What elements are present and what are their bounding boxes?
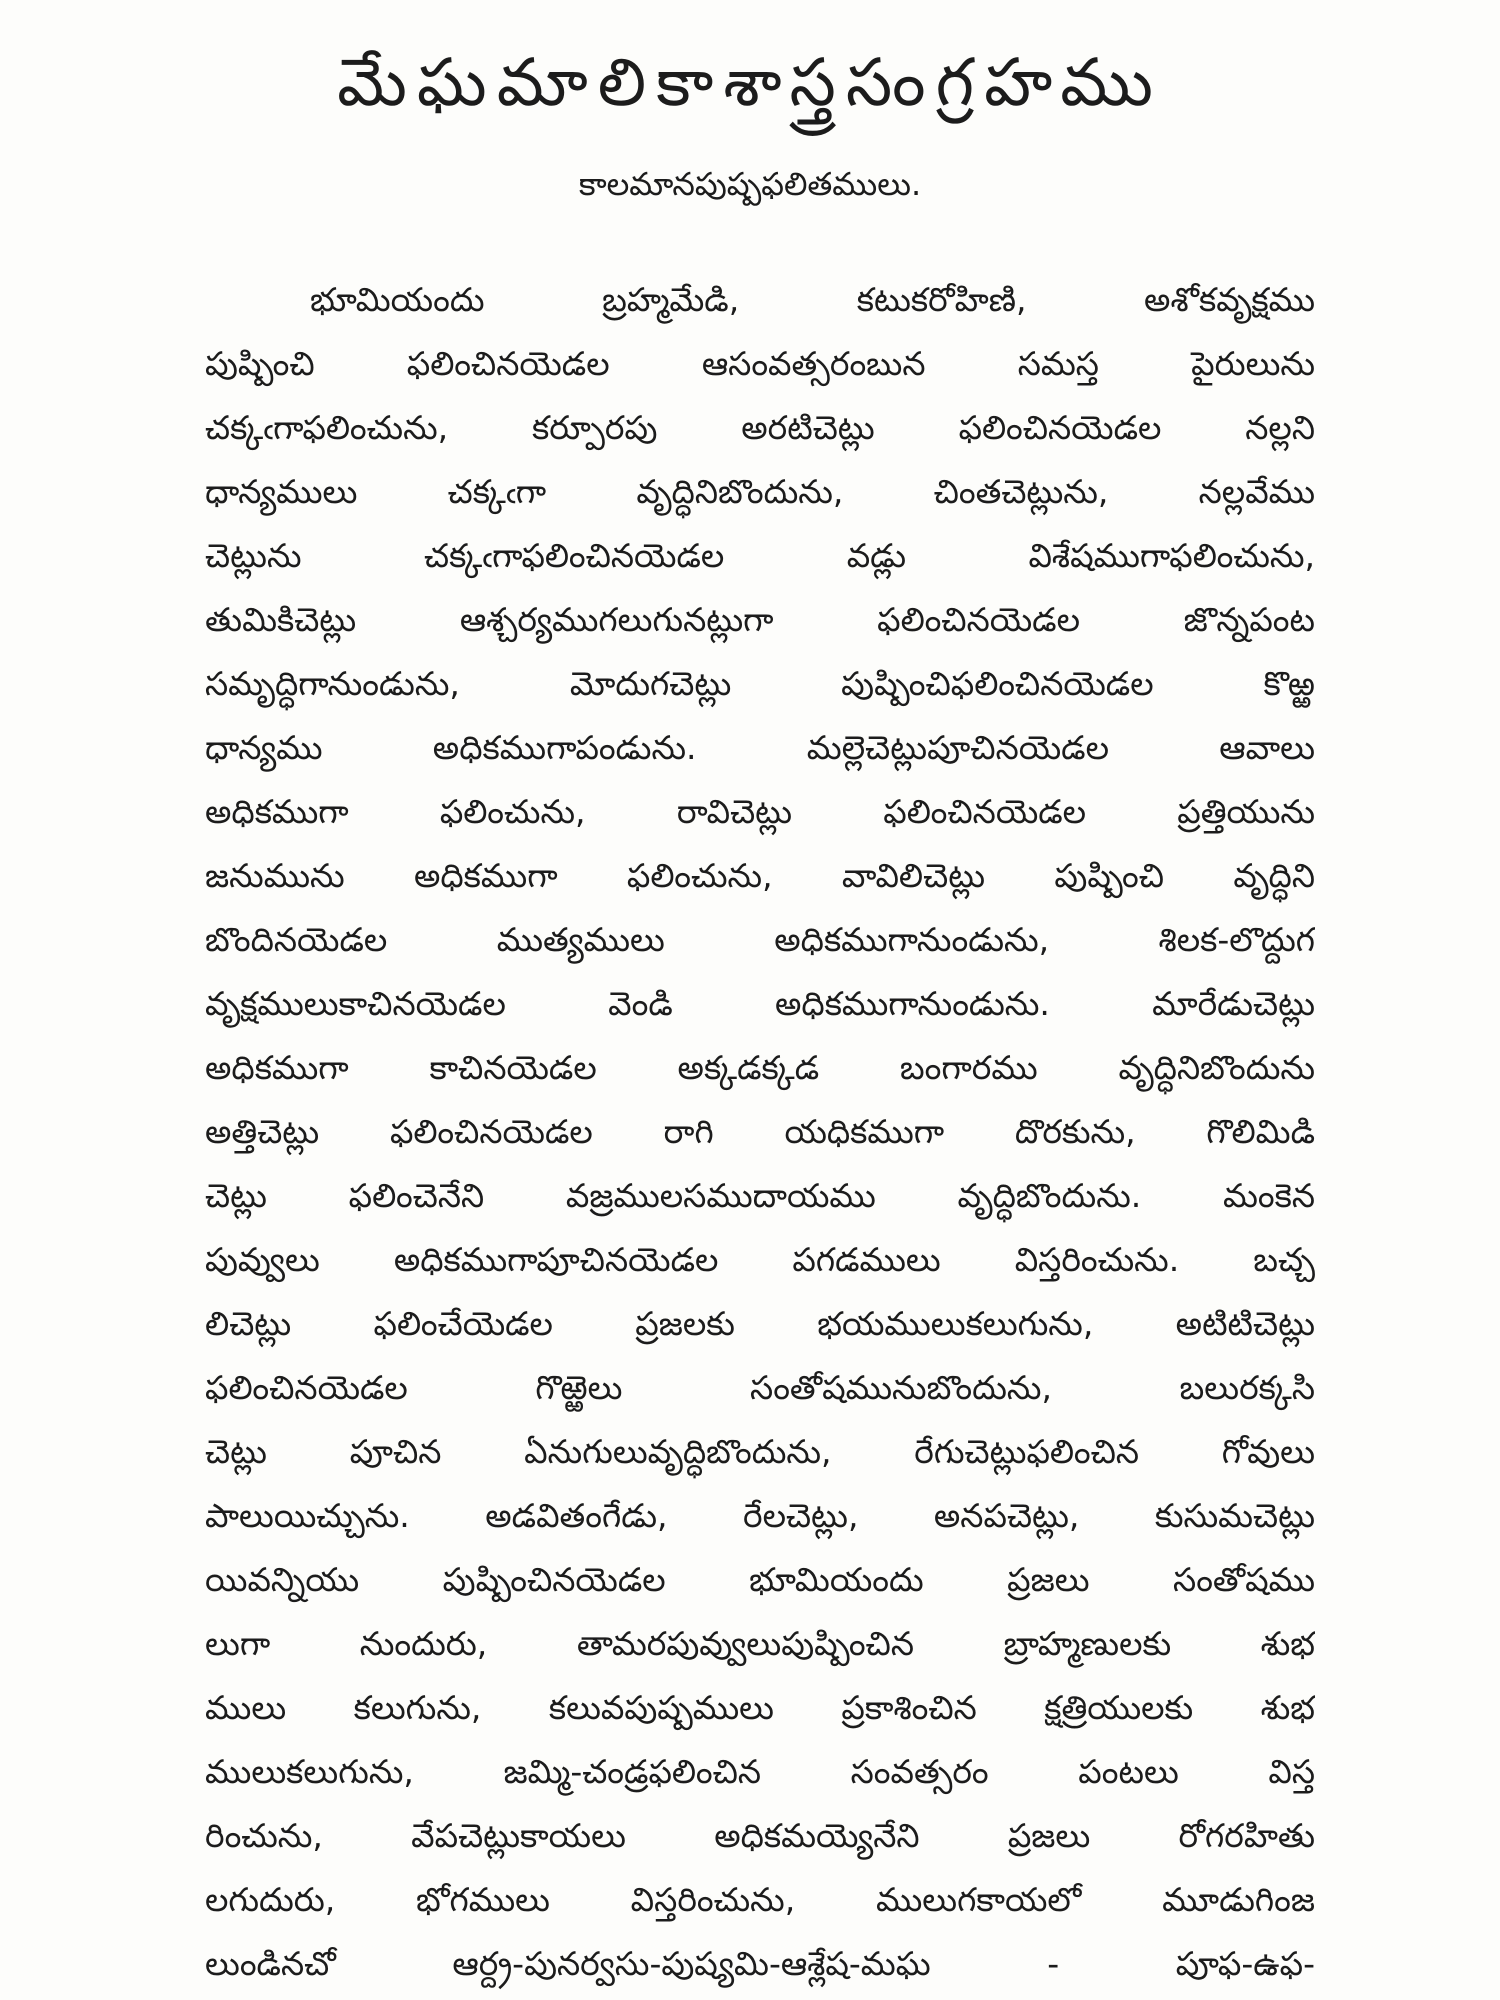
text-line: రించును, వేపచెట్లుకాయలు అధికమయ్యెనేని ప్రజలు రోగరహితు	[205, 1816, 1315, 1855]
text-line: జనుమును అధికముగా ఫలించును, వావిలిచెట్లు పుష్పించి వృద్ధిని	[205, 856, 1315, 895]
page-title: మేఘమాలికాశాస్త్రసంగ్రహము	[337, 44, 1163, 121]
text-line: చెట్లు పూచిన ఏనుగులువృద్ధిబొందును, రేగుచెట్లుఫలించిన గోవులు	[205, 1432, 1315, 1471]
text-line: పుష్పించి ఫలించినయెడల ఆసంవత్సరంబున సమస్త పైరులును	[205, 344, 1315, 383]
text-line: ములుకలుగును, జమ్మి-చండ్రఫలించిన సంవత్సరం పంటలు విస్త	[205, 1752, 1315, 1791]
text-line: అత్తిచెట్లు ఫలించినయెడల రాగి యధికముగా దొరకును, గొలిమిడి	[205, 1112, 1315, 1151]
text-line: ధాన్యము అధికముగాపండును. మల్లెచెట్లుపూచినయెడల ఆవాలు	[205, 728, 1315, 767]
text-line: ఫలించినయెడల గొఱ్ఱెలు సంతోషమునుబొందును, బలురక్కసి	[205, 1368, 1315, 1407]
text-line: సమృద్ధిగానుండును, మోదుగచెట్లు పుష్పించిఫలించినయెడల కొఱ్ఱ	[205, 664, 1315, 703]
text-line: వృక్షములుకాచినయెడల వెండి అధికముగానుండును. మారేడుచెట్లు	[205, 984, 1315, 1023]
text-line: ధాన్యములు చక్కఁగా వృద్ధినిబొందును, చింతచెట్లును, నల్లవేము	[205, 472, 1315, 511]
text-line: భూమియందు బ్రహ్మమేడి, కటుకరోహిణి, అశోకవృక్షము	[310, 280, 1315, 319]
body-text	[205, 268, 1315, 1996]
text-line: లిచెట్లు ఫలించేయెడల ప్రజలకు భయములుకలుగును, అటిటిచెట్లు	[205, 1304, 1315, 1343]
text-line: బొందినయెడల ముత్యములు అధికముగానుండును, శిలక-లొద్దుగ	[205, 920, 1315, 959]
text-line: పాలుయిచ్చును. అడవితంగేడు, రేలచెట్లు, అనపచెట్లు, కుసుమచెట్లు	[205, 1496, 1315, 1535]
text-line: తుమికిచెట్లు ఆశ్చర్యముగలుగునట్లుగా ఫలించినయెడల జొన్నపంట	[205, 600, 1315, 639]
text-line: అధికముగా కాచినయెడల అక్కడక్కడ బంగారము వృద్ధినిబొందును	[205, 1048, 1315, 1087]
text-line: అధికముగా ఫలించును, రావిచెట్లు ఫలించినయెడల ప్రత్తియును	[205, 792, 1315, 831]
text-line: పువ్వులు అధికముగాపూచినయెడల పగడములు విస్తరించును. బచ్చ	[205, 1240, 1315, 1279]
text-line: చక్కఁగాఫలించును, కర్పూరపు అరటిచెట్లు ఫలించినయెడల నల్లని	[205, 408, 1315, 447]
text-line: యివన్నియు పుష్పించినయెడల భూమియందు ప్రజలు సంతోషము	[205, 1560, 1315, 1599]
text-line: చెట్లు ఫలించెనేని వజ్రములసముదాయము వృద్ధిబొందును. మంకెన	[205, 1176, 1315, 1215]
text-line: లుగా నుందురు, తామరపువ్వులుపుష్పించిన బ్రాహ్మణులకు శుభ	[205, 1624, 1315, 1663]
section-subtitle: కాలమానపుష్పఫలితములు.	[578, 165, 922, 203]
text-line: చెట్లును చక్కఁగాఫలించినయెడల వడ్లు విశేషముగాఫలించును,	[205, 536, 1315, 575]
text-line: లుండినచో ఆర్ద్ర-పునర్వసు-పుష్యమి-ఆశ్లేష-మఘ - పూఫ-ఉఫ-	[205, 1944, 1315, 1983]
text-line: లగుదురు, భోగములు విస్తరించును, ములుగకాయలో మూడుగింజ	[205, 1880, 1315, 1919]
text-line: ములు కలుగును, కలువపుష్పములు ప్రకాశించిన క్షత్రియులకు శుభ	[205, 1688, 1315, 1727]
